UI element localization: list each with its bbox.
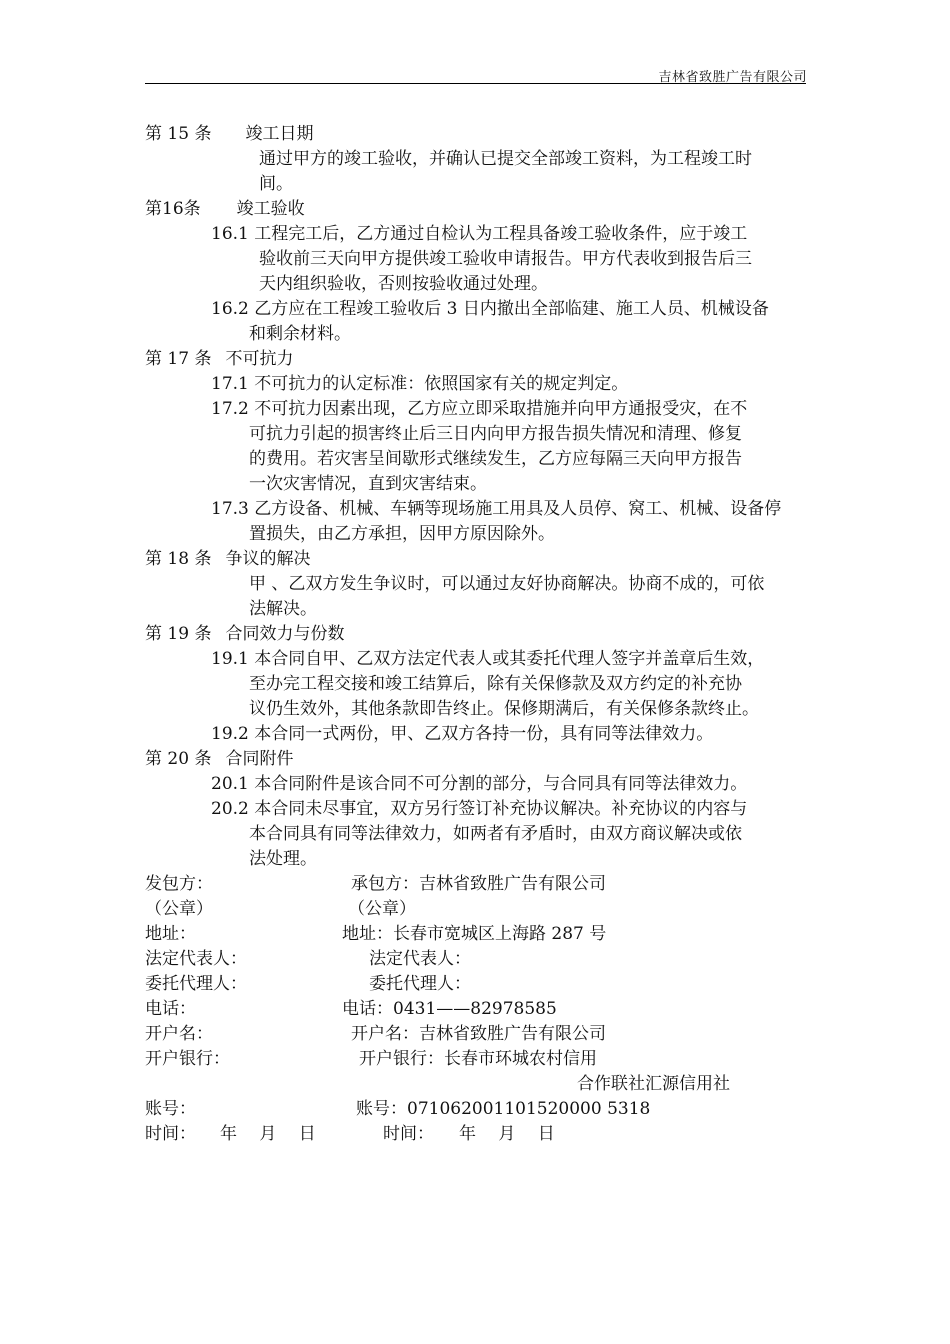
sig-row-acct-name xyxy=(145,1022,815,1047)
clause-19-1-line-1: 19.1 本合同自甲、乙双方法定代表人或其委托代理人签字并盖章后生效， xyxy=(211,649,765,669)
art19-number: 第 19 条 xyxy=(145,624,212,644)
party-a-label: 发包方： xyxy=(145,874,213,894)
clause-16-1-number: 16.1 xyxy=(211,224,249,244)
art18-line-2: 法解决。 xyxy=(249,599,317,619)
tel-a-label: 电话： xyxy=(145,999,196,1019)
clause-20-2-number: 20.2 xyxy=(211,799,249,819)
clause-16-1-line-2: 验收前三天向甲方提供竣工验收申请报告。甲方代表收到报告后三 xyxy=(259,249,752,269)
clause-16-2-line-1: 16.2 乙方应在工程竣工验收后 3 日内撤出全部临建、施工人员、机械设备 xyxy=(211,299,769,319)
clause-17-3-line-1: 17.3 乙方设备、机械、车辆等现场施工用具及人员停、窝工、机械、设备停 xyxy=(211,499,782,519)
art19-title: 合同效力与份数 xyxy=(225,624,345,644)
header-company: 吉林省致胜广告有限公司 xyxy=(658,70,807,85)
art20-heading xyxy=(145,747,815,772)
art18-number: 第 18 条 xyxy=(145,549,212,569)
art15-number: 第 15 条 xyxy=(145,124,212,144)
clause-20-2-line-1: 20.2 本合同未尽事宜，双方另行签订补充协议解决。补充协议的内容与 xyxy=(211,799,748,819)
address-a-label: 地址： xyxy=(145,924,196,944)
time-a-date: 年 月 日 xyxy=(220,1124,316,1144)
address-b-label: 地址：长春市宽城区上海路 287 号 xyxy=(342,924,607,944)
sig-row-address xyxy=(145,922,815,947)
party-b-label: 承包方：吉林省致胜广告有限公司 xyxy=(351,874,606,894)
bank-b-label: 开户银行：长春市环城农村信用 xyxy=(359,1049,597,1069)
sig-row-bank xyxy=(145,1047,815,1072)
sig-row-tel xyxy=(145,997,815,1022)
art17-heading xyxy=(145,347,815,372)
clause-19-2-number: 19.2 xyxy=(211,724,249,744)
sig-row-agent xyxy=(145,972,815,997)
agent-a-label: 委托代理人： xyxy=(145,974,247,994)
sig-row-parties xyxy=(145,872,815,897)
clause-16-2-line-2: 和剩余材料。 xyxy=(249,324,351,344)
clause-16-1-line-1: 16.1 工程完工后，乙方通过自检认为工程具备竣工验收条件，应于竣工 xyxy=(211,224,748,244)
art15-title: 竣工日期 xyxy=(245,124,314,144)
art20-number: 第 20 条 xyxy=(145,749,212,769)
agent-b-label: 委托代理人： xyxy=(369,974,471,994)
acct-name-a-label: 开户名： xyxy=(145,1024,213,1044)
sig-row-acct-no xyxy=(145,1097,815,1122)
clause-16-2-number: 16.2 xyxy=(211,299,249,319)
bank-b-continuation: 合作联社汇源信用社 xyxy=(577,1074,730,1094)
art17-title: 不可抗力 xyxy=(225,349,294,369)
clause-17-2-line-2: 可抗力引起的损害终止后三日内向甲方报告损失情况和清理、修复 xyxy=(249,424,742,444)
art17-number: 第 17 条 xyxy=(145,349,212,369)
time-a-label: 时间： xyxy=(145,1124,196,1144)
clause-20-1-number: 20.1 xyxy=(211,774,249,794)
seal-a-label: （公章） xyxy=(145,899,213,919)
art15-heading xyxy=(145,122,815,147)
acct-name-b-label: 开户名：吉林省致胜广告有限公司 xyxy=(351,1024,606,1044)
art16-number: 第16条 xyxy=(145,199,201,219)
rep-b-label: 法定代表人： xyxy=(369,949,471,969)
art16-heading xyxy=(145,197,815,222)
clause-19-1-line-3: 议仍生效外，其他条款即告终止。保修期满后，有关保修条款终止。 xyxy=(249,699,759,719)
clause-20-1-line-1: 20.1 本合同附件是该合同不可分割的部分，与合同具有同等法律效力。 xyxy=(211,774,748,794)
art16-title: 竣工验收 xyxy=(236,199,305,219)
clause-17-3-number: 17.3 xyxy=(211,499,249,519)
clause-19-1-line-2: 至办完工程交接和竣工结算后，除有关保修款及双方约定的补充协 xyxy=(249,674,742,694)
art15-line-1: 通过甲方的竣工验收，并确认已提交全部竣工资料，为工程竣工时 xyxy=(259,149,752,169)
acct-no-a-label: 账号： xyxy=(145,1099,196,1119)
art18-heading xyxy=(145,547,815,572)
art18-line-1: 甲 、乙双方发生争议时，可以通过友好协商解决。协商不成的，可依 xyxy=(249,574,765,594)
time-b-date: 年 月 日 xyxy=(459,1124,555,1144)
clause-17-2-number: 17.2 xyxy=(211,399,249,419)
bank-a-label: 开户银行： xyxy=(145,1049,230,1069)
art20-title: 合同附件 xyxy=(225,749,294,769)
time-b-label: 时间： xyxy=(383,1124,434,1144)
clause-17-3-line-2: 置损失，由乙方承担，因甲方原因除外。 xyxy=(249,524,555,544)
clause-17-2-line-1: 17.2 不可抗力因素出现，乙方应立即采取措施并向甲方通报受灾，在不 xyxy=(211,399,748,419)
clause-19-1-number: 19.1 xyxy=(211,649,249,669)
clause-17-2-line-4: 一次灾害情况，直到灾害结束。 xyxy=(249,474,487,494)
rep-a-label: 法定代表人： xyxy=(145,949,247,969)
clause-20-2-line-3: 法处理。 xyxy=(249,849,317,869)
contract-body xyxy=(145,122,815,1147)
clause-17-1-number: 17.1 xyxy=(211,374,249,394)
header-rule xyxy=(145,83,806,84)
tel-b-label: 电话：0431——82978585 xyxy=(342,999,557,1019)
sig-row-rep xyxy=(145,947,815,972)
clause-19-2-line-1: 19.2 本合同一式两份，甲、乙双方各持一份，具有同等法律效力。 xyxy=(211,724,714,744)
clause-16-1-line-3: 天内组织验收，否则按验收通过处理。 xyxy=(259,274,548,294)
sig-row-bank-cont xyxy=(145,1072,815,1097)
sig-row-time xyxy=(145,1122,815,1147)
acct-no-b-label: 账号：071062001101520000 5318 xyxy=(356,1099,651,1119)
sig-row-seal xyxy=(145,897,815,922)
clause-17-2-line-3: 的费用。若灾害呈间歇形式继续发生，乙方应每隔三天向甲方报告 xyxy=(249,449,742,469)
seal-b-label: （公章） xyxy=(348,899,416,919)
art19-heading xyxy=(145,622,815,647)
clause-20-2-line-2: 本合同具有同等法律效力，如两者有矛盾时，由双方商议解决或依 xyxy=(249,824,742,844)
art15-line-2: 间。 xyxy=(259,174,293,194)
clause-17-1-line-1: 17.1 不可抗力的认定标准：依照国家有关的规定判定。 xyxy=(211,374,629,394)
art18-title: 争议的解决 xyxy=(225,549,311,569)
